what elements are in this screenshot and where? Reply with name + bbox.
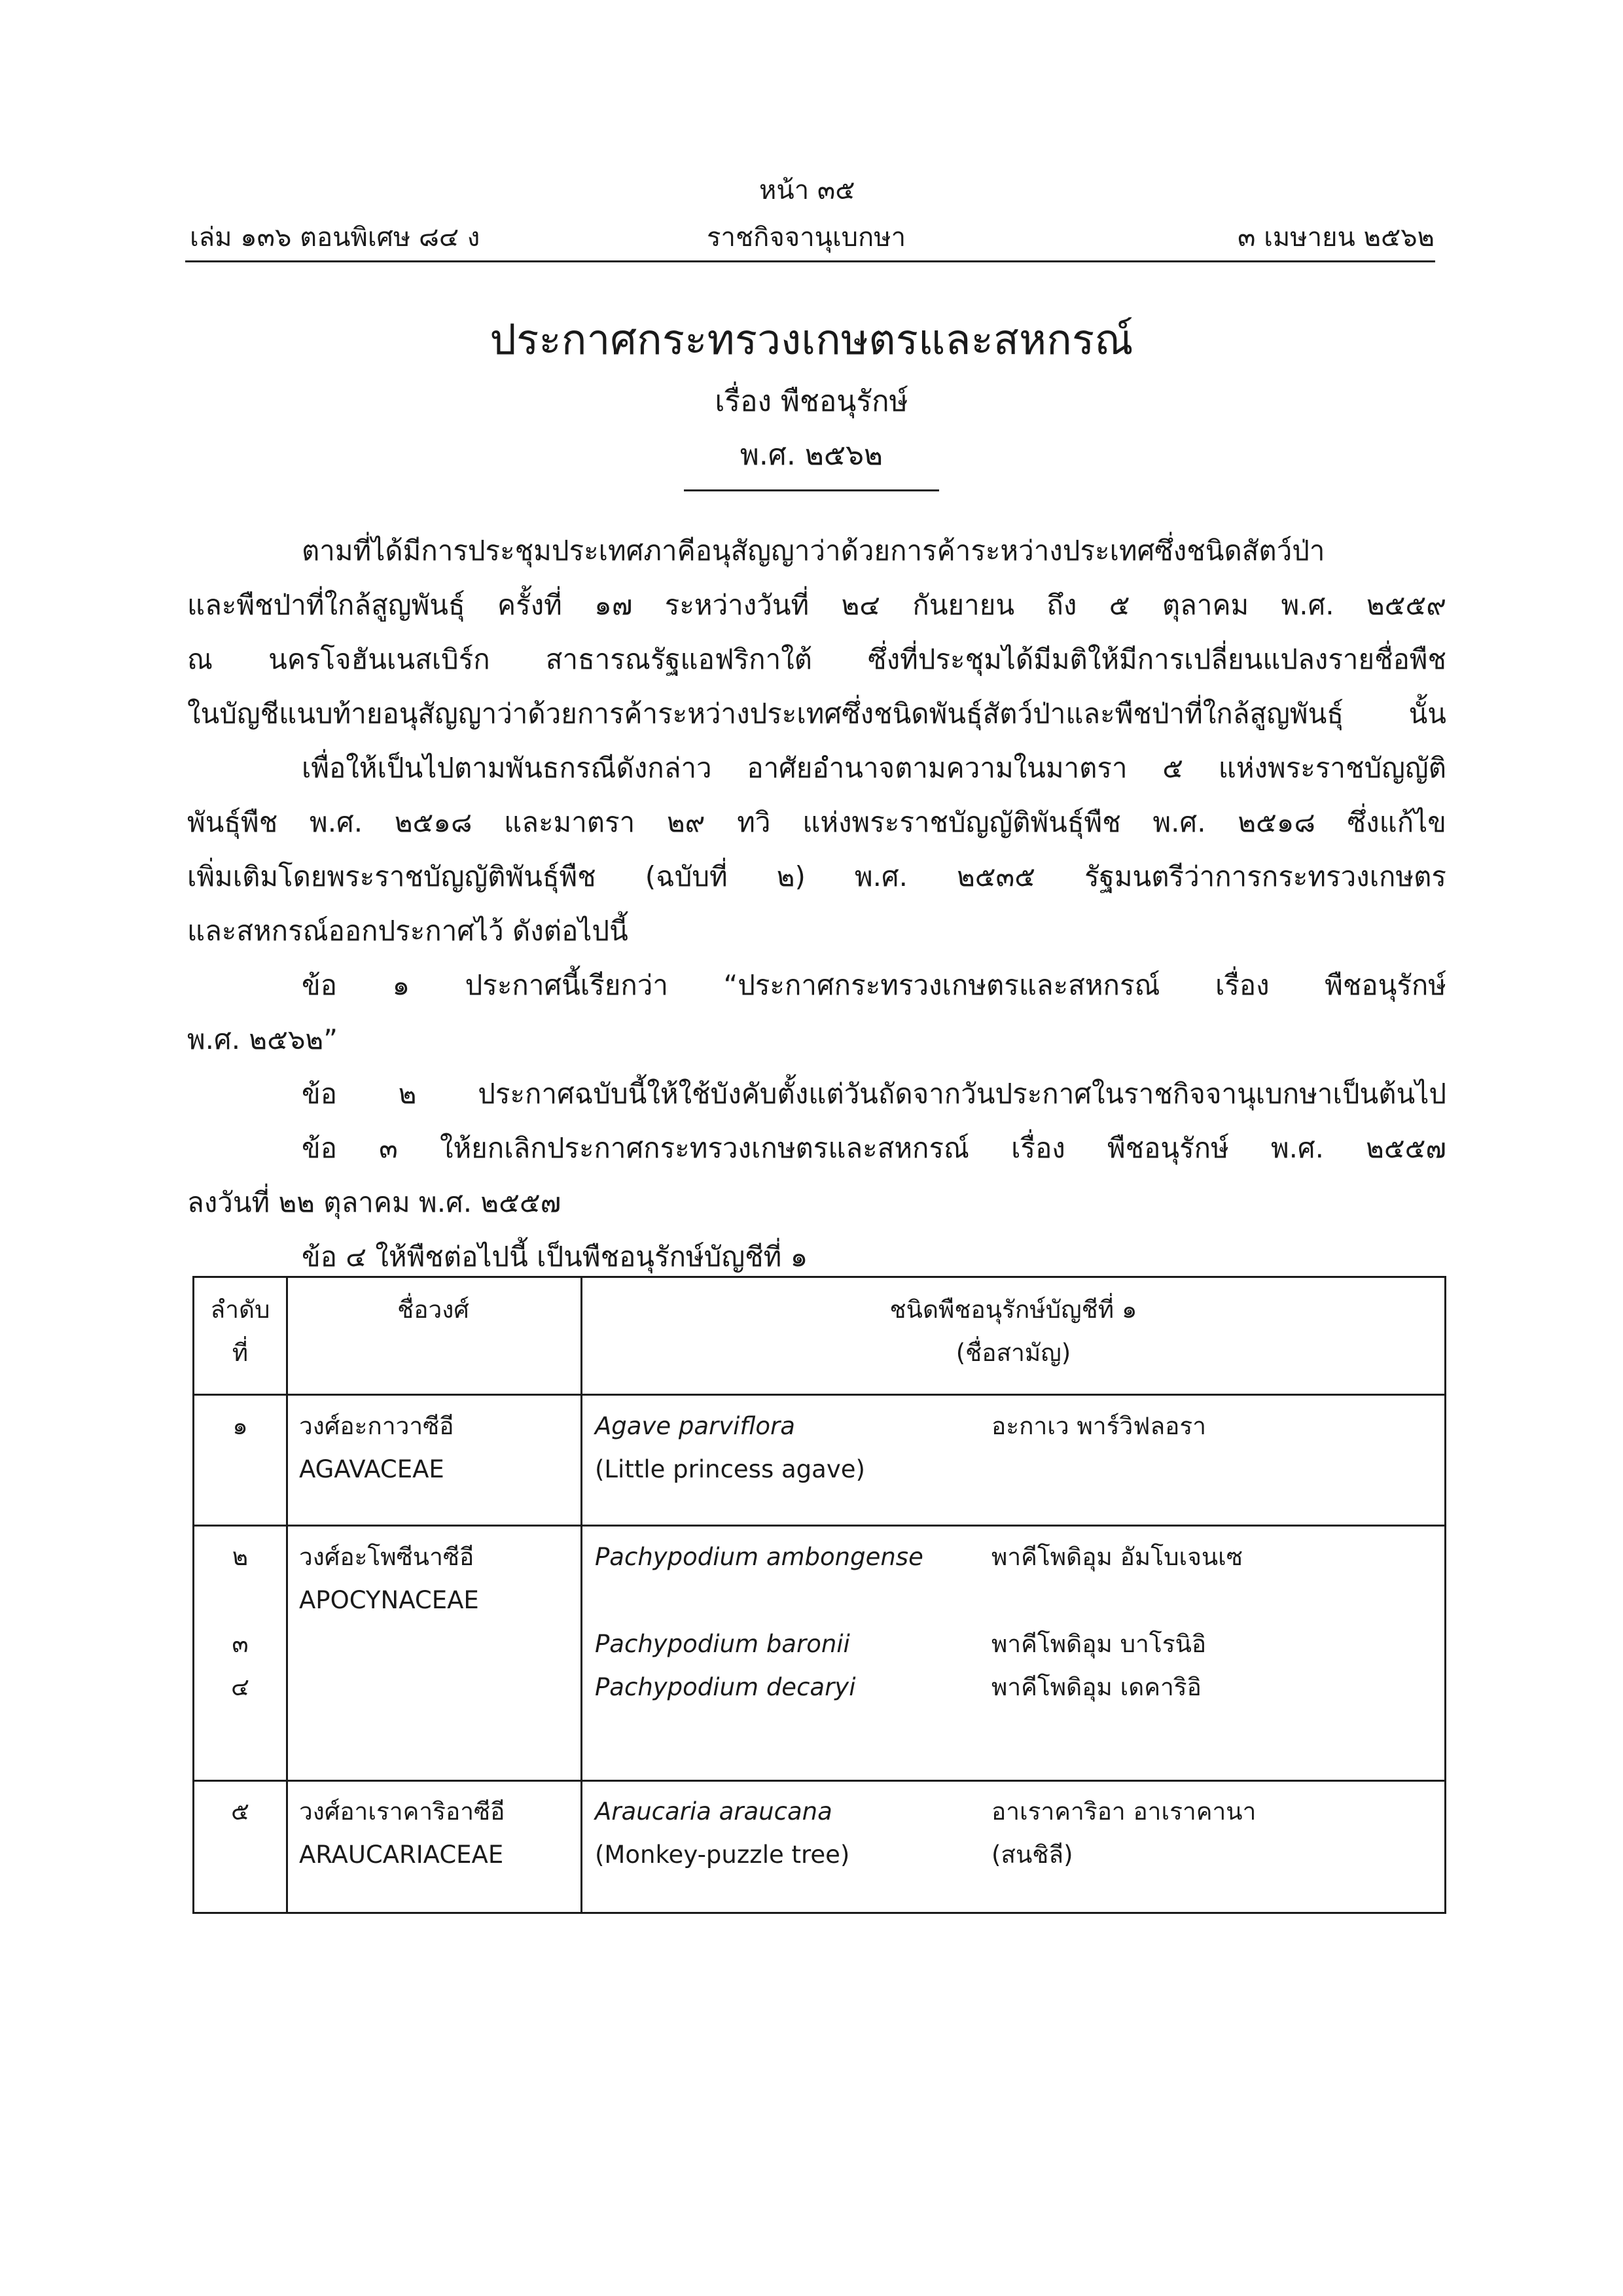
row-number: ๒ (232, 1543, 249, 1571)
issue-date: ๓ เมษายน ๒๕๖๒ (1238, 222, 1435, 253)
scientific-name: Araucaria araucana (595, 1797, 832, 1826)
table-divider (286, 1278, 288, 1912)
preamble-line: ตามที่ได้มีการประชุมประเทศภาคีอนุสัญญาว่าด้วยการค้าระหว่างประเทศซึ่งชนิดสัตว์ป่า (302, 535, 1325, 567)
clause-line: พ.ศ. ๒๕๖๒” (187, 1023, 338, 1055)
scientific-name: Pachypodium baronii (595, 1630, 850, 1658)
clauses (187, 958, 1446, 1284)
preamble-line: เพื่อให้เป็นไปตามพันธกรณีดังกล่าว อาศัยอำนาจตามความในมาตรา ๕ แห่งพระราชบัญญัติ (302, 752, 1446, 784)
family-latin: APOCYNACEAE (299, 1586, 479, 1614)
header-no-line: ลำดับ (210, 1296, 270, 1324)
scientific-name: Agave parviflora (595, 1412, 795, 1440)
clause-line: ข้อ ๔ ให้พืชต่อไปนี้ เป็นพืชอนุรักษ์บัญชีที่ ๑ (302, 1241, 808, 1273)
clause-line: ข้อ ๑ ประกาศนี้เรียกว่า “ประกาศกระทรวงเกษตรและสหกรณ์ เรื่อง พืชอนุรักษ์ (302, 969, 1446, 1001)
preamble-line: และสหกรณ์ออกประกาศไว้ ดังต่อไปนี้ (187, 915, 628, 947)
thai-name: อาเราคาริอา อาเราคานา (991, 1797, 1257, 1826)
header-family: ชื่อวงศ์ (397, 1296, 469, 1324)
clause-line: ลงวันที่ ๒๒ ตุลาคม พ.ศ. ๒๕๕๗ (187, 1186, 562, 1218)
thai-name: พาคีโพดิอุม อัมโบเจนเซ (991, 1543, 1243, 1571)
preamble-line: ในบัญชีแนบท้ายอนุสัญญาว่าด้วยการค้าระหว่างประเทศซึ่งชนิดพันธุ์สัตว์ป่าและพืชป่าที่ใกล้สูญพันธุ์ นั้น (187, 698, 1446, 730)
header-rule (185, 260, 1435, 262)
row-number: ๔ (230, 1673, 249, 1701)
family-latin: ARAUCARIACEAE (299, 1841, 504, 1869)
table-divider (194, 1525, 1444, 1527)
thai-name: อะกาเว พาร์วิฟลอรา (991, 1412, 1207, 1440)
announcement-subject: เรื่อง พืชอนุรักษ์ (715, 385, 908, 418)
preamble (187, 523, 1446, 958)
title-rule (684, 489, 939, 491)
volume-info: เล่ม ๑๓๖ ตอนพิเศษ ๘๔ ง (190, 222, 480, 253)
header-species-line: (ชื่อสามัญ) (955, 1339, 1071, 1367)
header-species-line: ชนิดพืชอนุรักษ์บัญชีที่ ๑ (889, 1296, 1137, 1324)
clause-line: ข้อ ๓ ให้ยกเลิกประกาศกระทรวงเกษตรและสหกรณ์ เรื่อง พืชอนุรักษ์ พ.ศ. ๒๕๕๗ (302, 1132, 1446, 1164)
scientific-name: Pachypodium decaryi (595, 1673, 856, 1701)
scientific-name: Pachypodium ambongense (595, 1543, 923, 1571)
header-no-line: ที่ (232, 1339, 249, 1367)
thai-name: พาคีโพดิอุม บาโรนิอิ (991, 1630, 1207, 1658)
gazette-name: ราชกิจจานุเบกษา (707, 222, 906, 253)
common-name: (Monkey-puzzle tree) (595, 1841, 850, 1869)
announcement-year: พ.ศ. ๒๕๖๒ (740, 438, 883, 472)
header-species (580, 1288, 1446, 1375)
announcement-title: ประกาศกระทรวงเกษตรและสหกรณ์ (490, 316, 1133, 364)
family-thai: วงศ์อาเราคาริอาซีอี (299, 1797, 505, 1826)
thai-common-name: (สนชิลี) (991, 1841, 1073, 1869)
preamble-line: พันธุ์พืช พ.ศ. ๒๕๑๘ และมาตรา ๒๙ ทวิ แห่งพระราชบัญญัติพันธุ์พืช พ.ศ. ๒๕๑๘ ซึ่งแก้ไข (187, 806, 1446, 838)
plant-list-table (192, 1276, 1446, 1914)
table-divider (194, 1394, 1444, 1396)
page-number: หน้า ๓๕ (759, 175, 855, 205)
thai-name: พาคีโพดิอุม เดคาริอิ (991, 1673, 1202, 1701)
family-thai: วงศ์อะโพซีนาซีอี (299, 1543, 474, 1571)
common-name: (Little princess agave) (595, 1455, 865, 1483)
table-divider (194, 1780, 1444, 1782)
row-number: ๓ (232, 1630, 249, 1658)
preamble-line: เพิ่มเติมโดยพระราชบัญญัติพันธุ์พืช (ฉบับที่ ๒) พ.ศ. ๒๕๓๕ รัฐมนตรีว่าการกระทรวงเกษตร (187, 860, 1446, 892)
family-thai: วงศ์อะกาวาซีอี (299, 1412, 454, 1440)
header-no (194, 1288, 286, 1375)
family-latin: AGAVACEAE (299, 1455, 444, 1483)
preamble-line: ณ นครโจฮันเนสเบิร์ก สาธารณรัฐแอฟริกาใต้ ซึ่งที่ประชุมได้มีมติให้มีการเปลี่ยนแปลงรายชื่อพืช (187, 643, 1446, 675)
row-number: ๑ (232, 1412, 248, 1440)
preamble-line: และพืชป่าที่ใกล้สูญพันธุ์ ครั้งที่ ๑๗ ระหว่างวันที่ ๒๔ กันยายน ถึง ๕ ตุลาคม พ.ศ. ๒๕๕๙ (187, 589, 1446, 621)
row-number: ๕ (230, 1797, 249, 1826)
clause-line: ข้อ ๒ ประกาศฉบับนี้ให้ใช้บังคับตั้งแต่วันถัดจากวันประกาศในราชกิจจานุเบกษาเป็นต้นไป (302, 1078, 1446, 1110)
